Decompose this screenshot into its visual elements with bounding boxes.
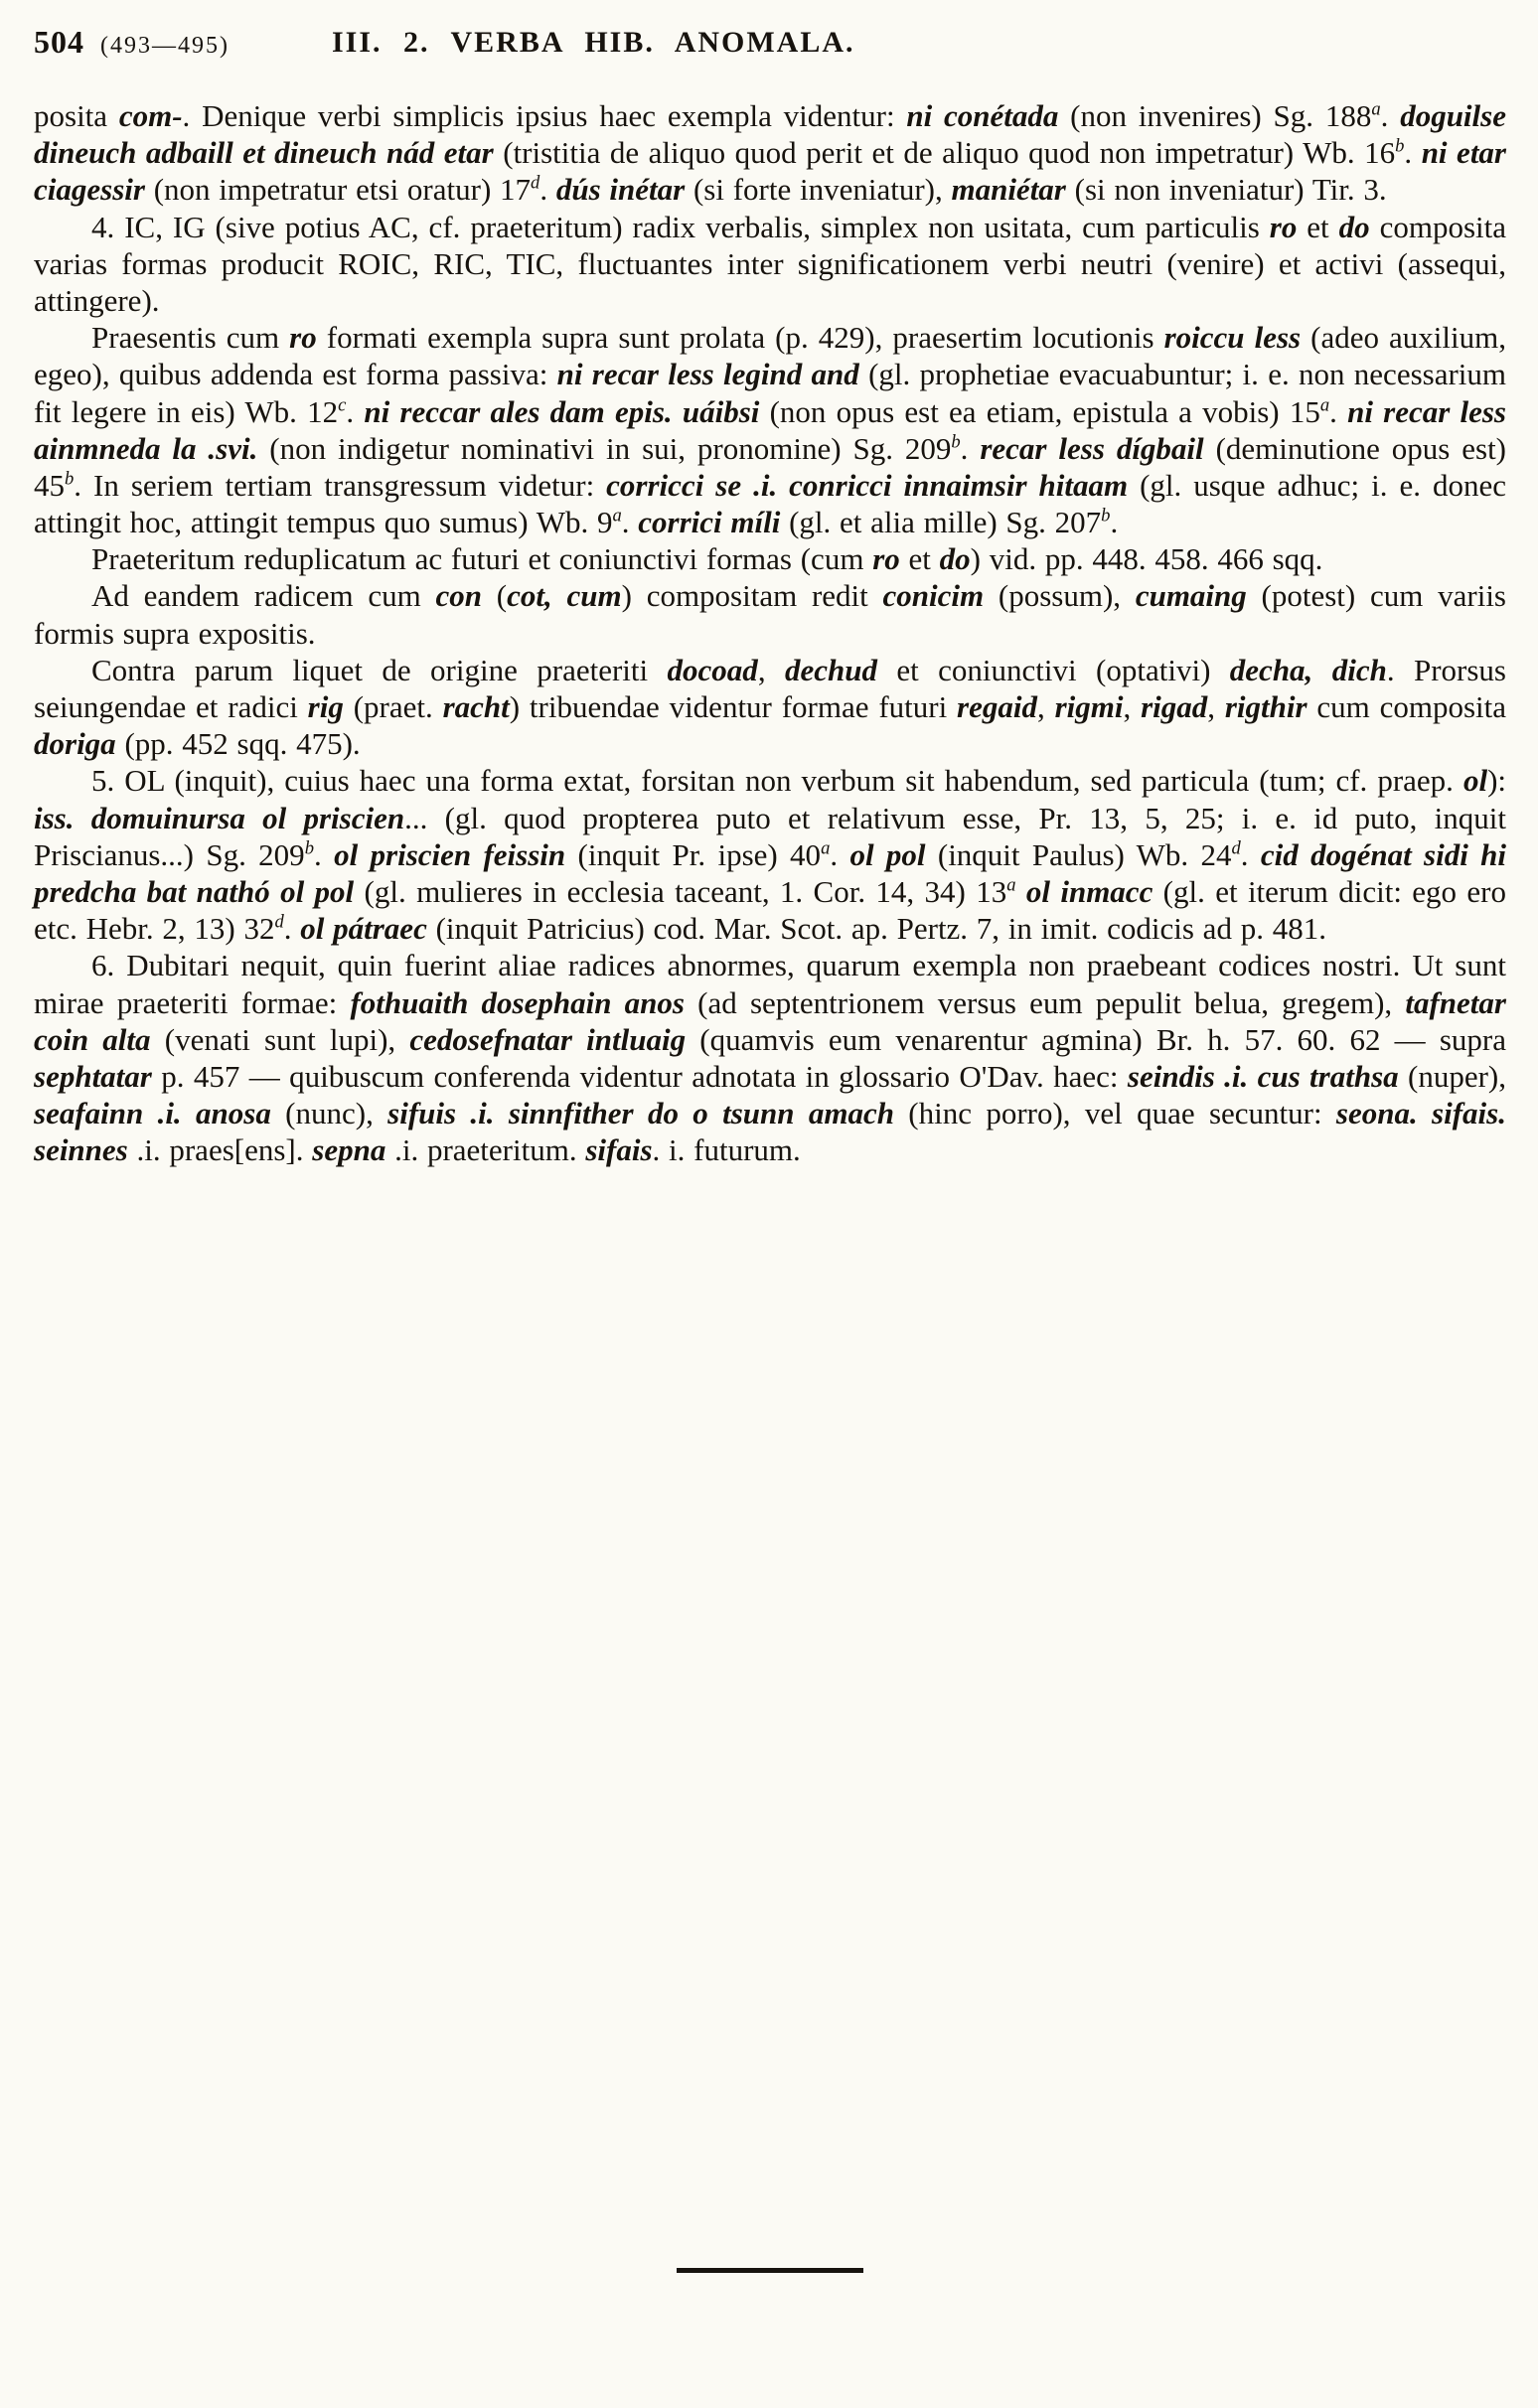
body-text: (nuper),: [1398, 1058, 1507, 1094]
cited-form: recar less dígbail: [980, 430, 1204, 466]
manuscript-folio-superscript: a: [821, 837, 831, 859]
body-text: (non invenires) Sg. 188: [1058, 98, 1372, 133]
cited-form: ni recar less ainmneda la .svi.: [34, 393, 1506, 466]
cited-form: do: [1338, 209, 1370, 244]
paragraph: [34, 97, 1506, 209]
cited-form: ol pátraec: [300, 911, 427, 947]
body-text: ,: [1207, 689, 1225, 724]
body-text: [1016, 874, 1026, 909]
body-text: et: [899, 541, 940, 577]
body-text: .: [283, 911, 301, 947]
body-text: (gl. prophetiae evacuabuntur; i. e. non necessarium fit legere in eis) Wb. 12: [34, 357, 1507, 429]
cited-form: sifuis .i. sinnfither do o tsunn amach: [387, 1096, 894, 1131]
body-text: .: [1240, 836, 1261, 872]
cited-form: decha, dich: [1229, 652, 1387, 687]
paragraph: [34, 577, 1506, 651]
manuscript-folio-superscript: a: [1319, 394, 1330, 416]
body-text: (gl. usque adhuc; i. e. donec attingit hoc, attingit tempus quo sumus) Wb. 9: [34, 467, 1506, 540]
cited-form: seona. sifais. seinnes: [34, 1096, 1506, 1168]
cited-form: racht: [442, 689, 510, 724]
body-text: (: [482, 578, 508, 614]
body-text: (gl. mulieres in ecclesia taceant, 1. Cor. 14, 34) 13: [354, 873, 1007, 909]
body-text: ) tribuendae videntur formae futuri: [509, 689, 958, 724]
cited-form: fothuaith dosephain anos: [350, 984, 685, 1020]
cited-form: dechud: [784, 652, 877, 687]
manuscript-folio-superscript: b: [304, 837, 314, 859]
body-text: (possum),: [984, 578, 1136, 614]
body-text: .: [1380, 98, 1401, 133]
body-text: (venati sunt lupi),: [150, 1021, 410, 1057]
cited-form: doriga: [34, 726, 116, 762]
body-text: ) vid. pp. 448. 458. 466 sqq.: [970, 541, 1323, 577]
body-text: (praet.: [343, 689, 443, 724]
body-text: (non indigetur nominativi in sui, pronomine) Sg. 209: [257, 430, 952, 466]
body-text: . Denique verbi simplicis ipsius haec exempla videntur:: [182, 98, 907, 133]
cited-form: ro: [1269, 209, 1298, 244]
body-text: (pp. 452 sqq. 475).: [115, 726, 361, 762]
body-text: ... (gl. quod propterea puto et relativum esse, Pr. 13, 5, 25; i. e. id puto, inquit Priscianus...) Sg. 209: [34, 800, 1506, 872]
cited-form: cumaing: [1135, 578, 1247, 614]
body-text: (gl. et alia mille) Sg. 207: [780, 505, 1102, 540]
manuscript-folio-superscript: d: [1231, 837, 1241, 859]
body-text: (deminutione opus est) 45: [34, 430, 1507, 503]
body-text: Contra parum liquet de origine praeteriti: [91, 652, 668, 687]
cited-form: cedosefnatar intluaig: [409, 1021, 687, 1057]
body-text: Praeteritum reduplicatum ac futuri et coniunctivi formas (cum: [91, 541, 873, 577]
cited-form: docoad: [667, 652, 758, 687]
manuscript-folio-superscript: c: [338, 394, 347, 416]
manuscript-folio-superscript: a: [1371, 98, 1381, 120]
manuscript-folio-superscript: b: [951, 431, 961, 453]
body-text: posita: [34, 98, 119, 133]
body-text: (non impetratur etsi oratur) 17: [144, 172, 532, 208]
cited-form: ol priscien feissin: [334, 836, 566, 872]
cited-form: ni conétada: [906, 98, 1059, 133]
body-text: et: [1297, 209, 1339, 244]
body-text: 5. OL (inquit), cuius haec una forma extat, forsitan non verbum sit habendum, sed particula (tum; cf. praep.: [91, 763, 1463, 799]
paragraph: [34, 540, 1506, 577]
manuscript-folio-superscript: b: [1101, 505, 1111, 527]
manuscript-folio-superscript: d: [274, 911, 284, 933]
cited-form: cot, cum: [507, 578, 622, 614]
body-text: (si forte inveniatur),: [685, 172, 952, 208]
body-text: ,: [757, 652, 785, 687]
manuscript-folio-superscript: b: [65, 468, 75, 490]
body-text: ,: [1036, 689, 1055, 724]
paragraph: [34, 947, 1506, 1168]
cited-form: iss. domuinursa ol priscien: [34, 800, 405, 835]
body-text: (non opus est ea etiam, epistula a vobis) 15: [759, 393, 1320, 429]
body-text: . In seriem tertiam transgressum videtur:: [74, 467, 607, 503]
body-text: ):: [1487, 763, 1506, 799]
page-header: [34, 24, 1506, 81]
section-end-rule: [677, 2268, 863, 2273]
cited-form: corricci se .i. conricci innaimsir hitaam: [606, 467, 1129, 503]
body-text: (si non inveniatur) Tir. 3.: [1065, 172, 1387, 208]
body-text: ,: [1123, 689, 1142, 724]
cited-form: rigad: [1141, 689, 1208, 724]
cited-form: com-: [118, 98, 183, 133]
cited-form: ro: [289, 320, 317, 356]
body-text: formati exempla supra sunt prolata (p. 429), praesertim locutionis: [316, 320, 1164, 356]
cited-form: roiccu less: [1163, 320, 1302, 356]
body-text: cum composita: [1307, 689, 1507, 724]
body-text: (adeo auxilium, egeo), quibus addenda est forma passiva:: [34, 320, 1506, 392]
body-text: (inquit Paulus) Wb. 24: [925, 836, 1232, 872]
cited-form: ol inmacc: [1025, 873, 1154, 909]
body-text: . i. futurum.: [652, 1132, 801, 1168]
body-text: (inquit Patricius) cod. Mar. Scot. ap. Pertz. 7, in imit. codicis ad p. 481.: [426, 911, 1326, 947]
cited-form: ol pol: [849, 836, 926, 872]
body-text: .: [830, 836, 850, 872]
cited-form: regaid: [957, 689, 1037, 724]
paragraph: [34, 762, 1506, 947]
cited-form: sephtatar: [34, 1058, 152, 1094]
body-text: .: [960, 430, 981, 466]
body-text: .: [313, 836, 335, 872]
body-text: (tristitia de aliquo quod perit et de aliquo quod non impetratur) Wb. 16: [493, 135, 1396, 171]
header-left: [34, 24, 230, 61]
body-text: composita varias formas producit ROIC, RIC, TIC, fluctuantes inter significationem verbi neutri (venire) et activi (assequi, attingere).: [34, 209, 1506, 318]
body-text: .i. praeteritum.: [385, 1132, 586, 1168]
cited-form: ni recar less legind and: [556, 357, 859, 392]
page-number: 504: [34, 24, 84, 60]
cited-form: seafainn .i. anosa: [34, 1096, 271, 1131]
cited-form: ni reccar ales dam epis. uáibsi: [364, 393, 760, 429]
body-text: (hinc porro), vel quae secuntur:: [893, 1096, 1336, 1131]
body-text: (ad septentrionem versus eum pepulit belua, gregem),: [684, 984, 1406, 1020]
cited-form: maniétar: [951, 172, 1066, 208]
cited-form: conicim: [882, 578, 985, 614]
cited-form: cid dogénat sidi hi predcha bat nathó ol pol: [34, 836, 1507, 909]
body-text: ) compositam redit: [621, 578, 883, 614]
body-text: .: [539, 172, 556, 208]
body-text: (nunc),: [270, 1096, 388, 1131]
paragraph: [34, 319, 1506, 540]
body-text: (quamvis eum venarentur agmina) Br. h. 57. 60. 62 — supra: [686, 1021, 1507, 1057]
cited-form: seindis .i. cus trathsa: [1127, 1058, 1399, 1094]
body-text: .i. praes[ens].: [127, 1132, 313, 1168]
cited-form: ni etar ciagessir: [34, 135, 1506, 208]
cited-form: ol: [1462, 763, 1488, 799]
body-text: 6. Dubitari nequit, quin fuerint aliae radices abnormes, quarum exempla non praebeant codices nostri. Ut sunt mirae praeteriti formae:: [34, 948, 1506, 1020]
paragraph: [34, 652, 1506, 763]
manuscript-folio-superscript: a: [1006, 874, 1016, 896]
body-text: .: [621, 505, 639, 540]
cited-form: rig: [307, 689, 344, 724]
cited-form: corrici míli: [638, 505, 781, 540]
body-text: Praesentis cum: [91, 320, 290, 356]
body-text: . Prorsus seiungendae et radici: [34, 652, 1506, 724]
body-text: .: [1329, 393, 1348, 429]
body-text: .: [1110, 505, 1119, 540]
body-text: (inquit Pr. ipse) 40: [565, 836, 822, 872]
cited-form: dús inétar: [555, 172, 686, 208]
text-block: [34, 97, 1506, 1168]
cited-form: rigthir: [1224, 689, 1307, 724]
cited-form: con: [435, 578, 483, 614]
cited-form: doguilse dineuch adbaill et dineuch nád etar: [34, 98, 1506, 171]
body-text: .: [1404, 135, 1422, 171]
manuscript-folio-superscript: a: [612, 505, 622, 527]
paragraph: [34, 209, 1506, 320]
cited-form: ro: [872, 541, 900, 577]
manuscript-folio-superscript: b: [1395, 135, 1405, 157]
cited-form: rigmi: [1054, 689, 1124, 724]
cited-form: do: [939, 541, 971, 577]
body-text: (potest) cum variis formis supra expositis.: [34, 578, 1506, 651]
folio-range: (493—495): [100, 33, 230, 59]
cited-form: sifais: [585, 1132, 653, 1168]
body-text: et coniunctivi (optativi): [876, 652, 1230, 687]
manuscript-folio-superscript: d: [531, 173, 540, 195]
body-text: Ad eandem radicem cum: [91, 578, 436, 614]
cited-form: sepna: [312, 1132, 386, 1168]
body-text: 4. IC, IG (sive potius AC, cf. praeteritum) radix verbalis, simplex non usitata, cum particulis: [91, 209, 1270, 244]
body-text: p. 457 — quibuscum conferenda videntur adnotata in glossario O'Dav. haec:: [151, 1058, 1128, 1094]
body-text: .: [346, 393, 365, 429]
body-text: (gl. et iterum dicit: ego ero etc. Hebr. 2, 13) 32: [34, 873, 1506, 947]
running-title: III. 2. VERBA HIB. ANOMALA.: [332, 26, 855, 59]
cited-form: tafnetar coin alta: [34, 984, 1506, 1057]
